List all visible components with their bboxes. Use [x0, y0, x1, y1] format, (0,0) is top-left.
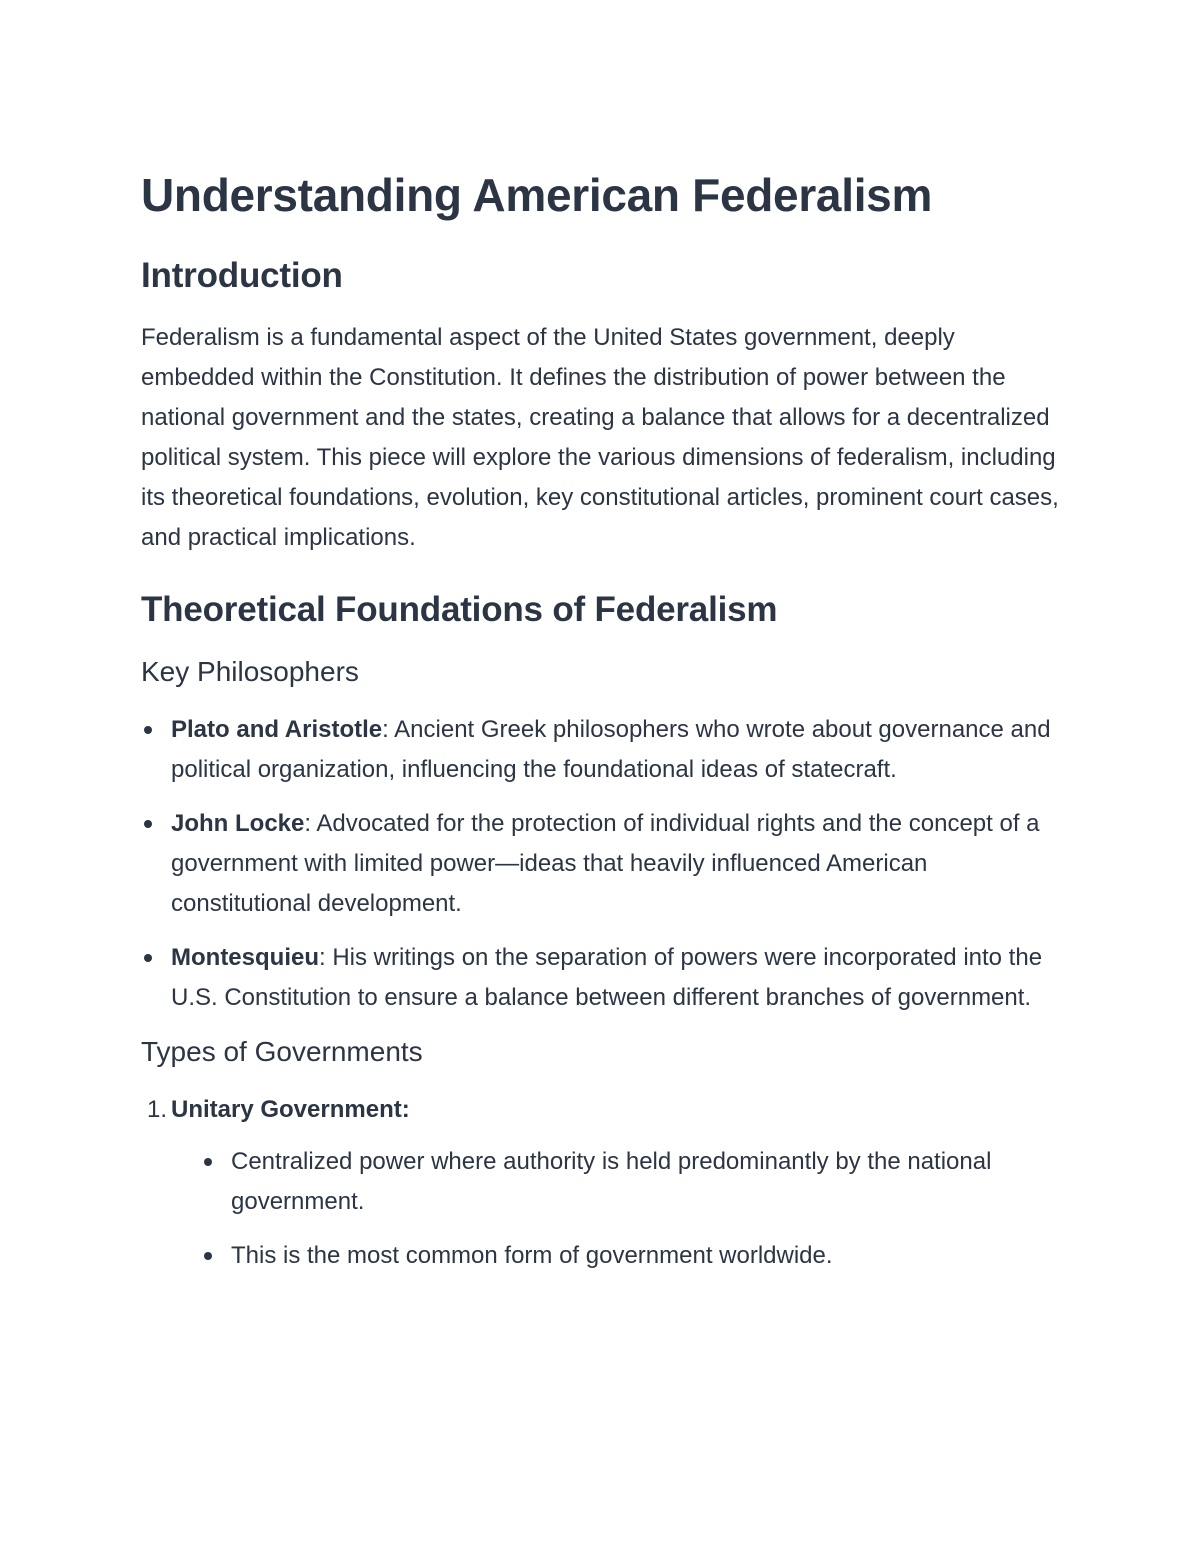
list-item: [141, 804, 1061, 924]
government-type-name: Unitary Government: [171, 1096, 402, 1123]
introduction-paragraph: Federalism is a fundamental aspect of the United States government, deeply embedded within the Constitution. It defines the distribution of power between the national government and the states, creating a balance that allows for a decentralized political system. This piece will explore the various dimensions of federalism, including its theoretical foundations, evolution, key constitutional articles, prominent court cases, and practical implications.: [141, 324, 1059, 551]
philosopher-name: Plato and Aristotle: [171, 716, 383, 743]
bullet-icon: [144, 954, 152, 962]
list-item: [141, 710, 1061, 790]
subsection-heading-types-of-governments: Types of Governments: [141, 1036, 423, 1067]
point-text: This is the most common form of government worldwide.: [231, 1242, 833, 1269]
point-text: Centralized power where authority is held predominantly by the national government.: [231, 1148, 992, 1215]
section-heading-theoretical-foundations: Theoretical Foundations of Federalism: [141, 590, 778, 629]
government-type-suffix: :: [401, 1096, 410, 1123]
bullet-icon: [144, 820, 152, 828]
bullet-icon: [204, 1158, 212, 1166]
list-item: [141, 938, 1061, 1018]
document-page: [141, 166, 1061, 1276]
bullet-icon: [204, 1252, 212, 1260]
bullet-icon: [144, 726, 152, 734]
philosopher-name: John Locke: [171, 810, 305, 837]
government-types-list: [141, 1090, 1061, 1276]
government-type-points: [201, 1142, 1061, 1276]
philosophers-list: [141, 710, 1061, 1018]
document-title: Understanding American Federalism: [141, 169, 933, 221]
philosopher-description: : Advocated for the protection of individual rights and the concept of a government with limited power—ideas that heavily influenced American constitutional development.: [171, 810, 1040, 917]
philosopher-description: : Ancient Greek philosophers who wrote about governance and political organization, influencing the foundational ideas of statecraft.: [171, 716, 1051, 783]
list-item: [141, 1090, 1061, 1276]
section-heading-introduction: Introduction: [141, 256, 343, 295]
subsection-heading-key-philosophers: Key Philosophers: [141, 656, 359, 687]
philosopher-name: Montesquieu: [171, 944, 319, 971]
list-item: [201, 1142, 1061, 1222]
list-item: [201, 1236, 1061, 1276]
philosopher-description: : His writings on the separation of powers were incorporated into the U.S. Constitution to ensure a balance between different branches of government.: [171, 944, 1043, 1011]
list-number: 1.: [147, 1096, 168, 1123]
